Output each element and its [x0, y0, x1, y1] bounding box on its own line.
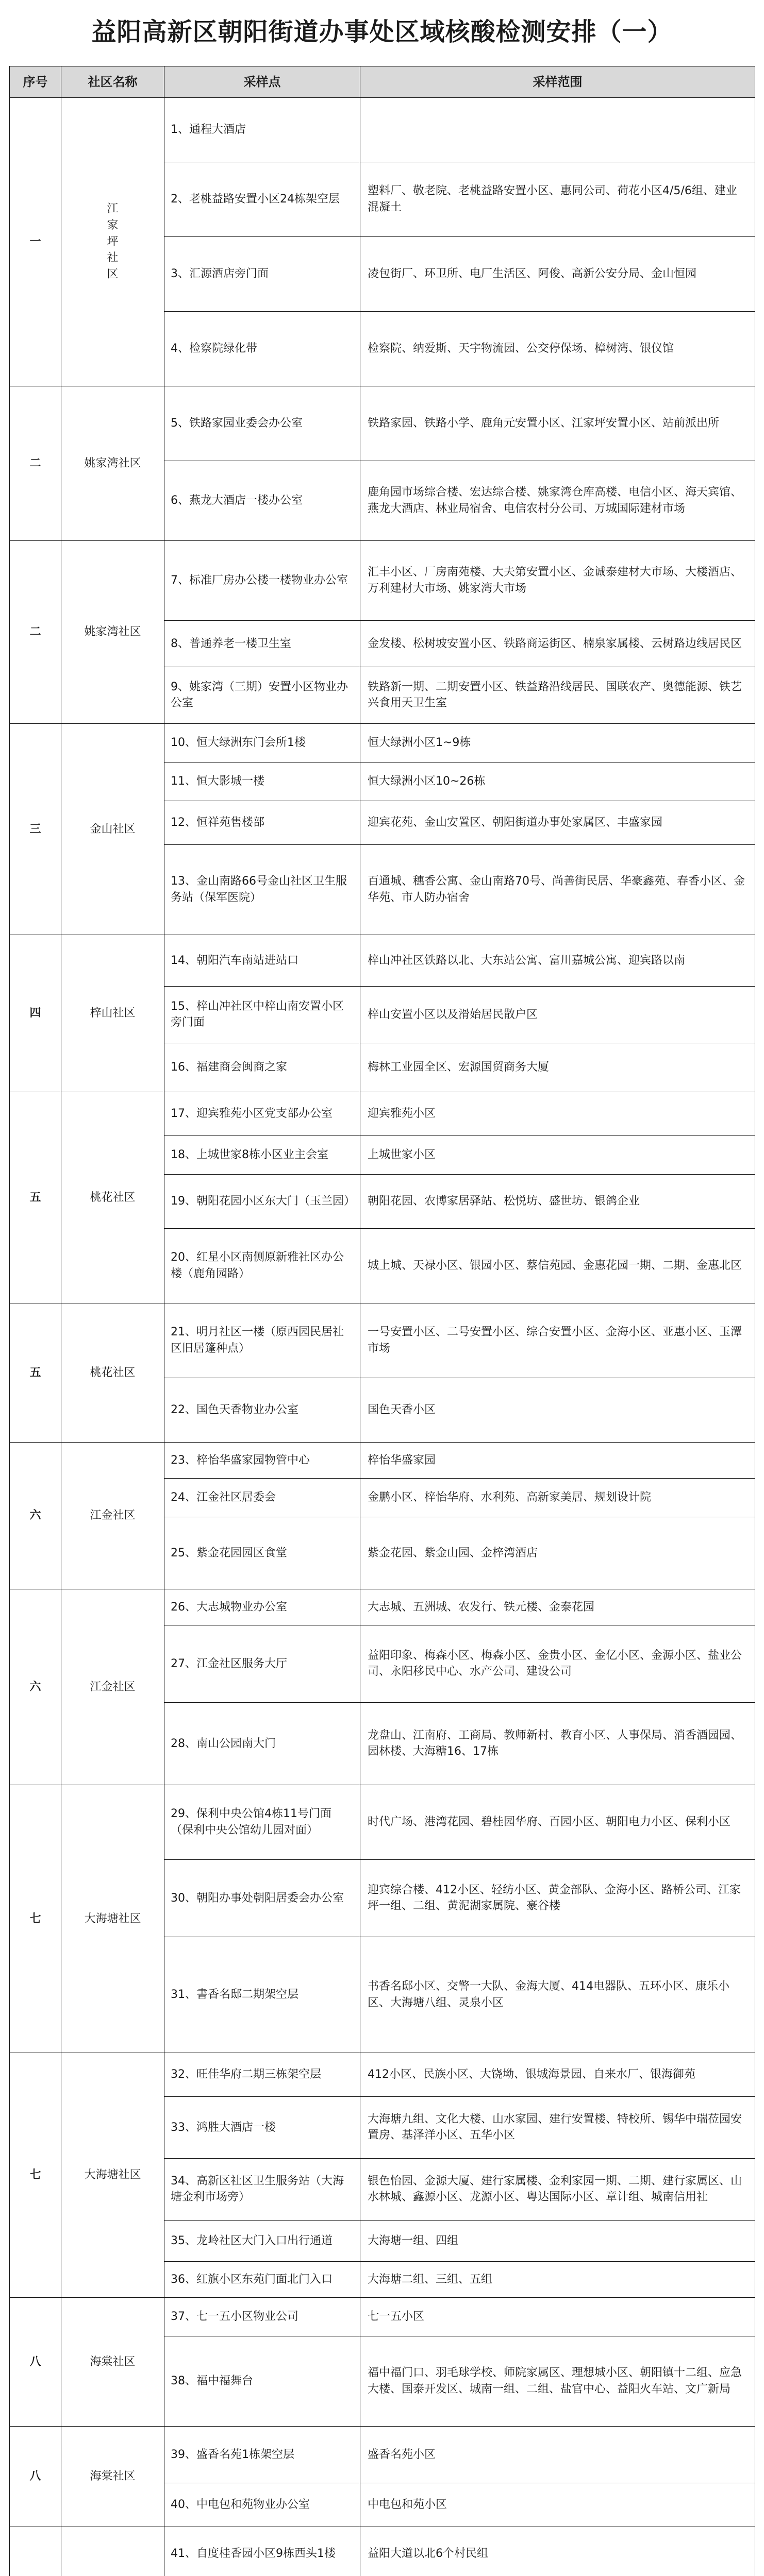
- sampling-scope: 梅林工业园全区、宏源国贸商务大厦: [360, 1043, 755, 1092]
- sampling-scope: 紫金花园、紫金山园、金梓湾酒店: [360, 1517, 755, 1589]
- table-row: [10, 386, 755, 461]
- table-row: [10, 723, 755, 762]
- header-community: 社区名称: [61, 66, 164, 97]
- sampling-site: 4、检察院绿化带: [164, 311, 360, 386]
- community-name: 江金社区: [61, 1442, 164, 1589]
- sampling-site: 32、旺佳华府二期三栋架空层: [164, 2053, 360, 2096]
- table-row: [10, 2426, 755, 2483]
- sampling-scope: 恒大绿洲小区10~26栋: [360, 762, 755, 801]
- sampling-site: 37、七一五小区物业公司: [164, 2297, 360, 2336]
- community-name: 桃花社区: [61, 1303, 164, 1442]
- community-name-text: 江家坪社区: [107, 202, 119, 281]
- sampling-site: 7、标准厂房办公楼一楼物业办公室: [164, 540, 360, 620]
- sampling-scope: 大海塘九组、文化大楼、山水家园、建行安置楼、特校所、锡华中瑞莅园安置房、基泽洋小区、五华小区: [360, 2096, 755, 2158]
- sampling-site: 33、鸿胜大酒店一楼: [164, 2096, 360, 2158]
- group-number: 七: [10, 2053, 61, 2297]
- table-row: [10, 1589, 755, 1625]
- community-name: 梓山社区: [61, 935, 164, 1092]
- sampling-scope: 迎宾雅苑小区: [360, 1092, 755, 1136]
- sampling-scope: 城上城、天禄小区、银园小区、蔡信苑园、金惠花园一期、二期、金惠北区: [360, 1228, 755, 1303]
- sampling-site: 25、紫金花园园区食堂: [164, 1517, 360, 1589]
- community-name: 海棠社区: [61, 2297, 164, 2426]
- sampling-site: 21、明月社区一楼（原西园民居社区旧居篷种点）: [164, 1303, 360, 1378]
- header-site: 采样点: [164, 66, 360, 97]
- table-row: [10, 935, 755, 986]
- sampling-scope: 大海塘二组、三组、五组: [360, 2261, 755, 2297]
- group-number: 六: [10, 1589, 61, 1785]
- table-row: [10, 97, 755, 162]
- sampling-site: 11、恒大影城一楼: [164, 762, 360, 801]
- community-name: [61, 2527, 164, 2576]
- table-row: [10, 1442, 755, 1478]
- sampling-scope: 梓山安置小区以及滑始居民散户区: [360, 986, 755, 1043]
- sampling-scope: [360, 97, 755, 162]
- table-row: [10, 1303, 755, 1378]
- group-number: 二: [10, 540, 61, 723]
- community-name: 姚家湾社区: [61, 540, 164, 723]
- sampling-site: 18、上城世家8栋小区业主会室: [164, 1136, 360, 1174]
- sampling-site: 17、迎宾雅苑小区党支部办公室: [164, 1092, 360, 1136]
- group-number: [10, 2527, 61, 2576]
- sampling-scope: 朝阳花园、农博家居驿站、松悦坊、盛世坊、银鸽企业: [360, 1174, 755, 1228]
- community-name: 大海塘社区: [61, 1785, 164, 2053]
- group-number: 三: [10, 723, 61, 935]
- sampling-site: 16、福建商会闽商之家: [164, 1043, 360, 1092]
- sampling-site: 41、自度桂香园小区9栋西头1楼: [164, 2527, 360, 2576]
- sampling-site: 20、红星小区南侧原新雅社区办公楼（鹿角园路）: [164, 1228, 360, 1303]
- sampling-site: 28、南山公园南大门: [164, 1702, 360, 1785]
- sampling-scope: 大志城、五洲城、农发行、铁元楼、金泰花园: [360, 1589, 755, 1625]
- sampling-site: 40、中电包和苑物业办公室: [164, 2483, 360, 2527]
- sampling-site: 3、汇源酒店旁门面: [164, 236, 360, 311]
- sampling-site: 6、燕龙大酒店一楼办公室: [164, 461, 360, 540]
- group-number: 五: [10, 1092, 61, 1303]
- sampling-scope: 塑料厂、敬老院、老桃益路安置小区、惠同公司、荷花小区4/5/6组、建业混凝土: [360, 162, 755, 236]
- community-name: 姚家湾社区: [61, 386, 164, 540]
- sampling-site: 26、大志城物业办公室: [164, 1589, 360, 1625]
- community-name: 大海塘社区: [61, 2053, 164, 2297]
- group-number: 二: [10, 386, 61, 540]
- sampling-site: 30、朝阳办事处朝阳居委会办公室: [164, 1859, 360, 1937]
- group-number: 八: [10, 2297, 61, 2426]
- group-number: 一: [10, 97, 61, 386]
- sampling-scope: 检察院、纳爱斯、天宇物流园、公交停保场、樟树湾、银仪馆: [360, 311, 755, 386]
- sampling-scope: 汇丰小区、厂房南苑楼、大夫第安置小区、金诚泰建材大市场、大楼酒店、万利建材大市场、姚家湾大市场: [360, 540, 755, 620]
- sampling-scope: 迎宾综合楼、412小区、轻纺小区、黄金部队、金海小区、路桥公司、江家坪一组、二组、黄泥湖家属院、豪谷楼: [360, 1859, 755, 1937]
- table-row: [10, 2053, 755, 2096]
- sampling-site: 19、朝阳花园小区东大门（玉兰园）: [164, 1174, 360, 1228]
- sampling-scope: 百通城、穗香公寓、金山南路70号、尚善街民居、华豪鑫苑、春香小区、金华苑、市人防办宿舍: [360, 844, 755, 935]
- group-number: 六: [10, 1442, 61, 1589]
- sampling-scope: 大海塘一组、四组: [360, 2220, 755, 2261]
- sampling-scope: 时代广场、港湾花园、碧桂园华府、百园小区、朝阳电力小区、保利小区: [360, 1785, 755, 1859]
- sampling-site: 29、保利中央公馆4栋11号门面（保利中央公馆幼儿园对面）: [164, 1785, 360, 1859]
- sampling-site: 24、江金社区居委会: [164, 1478, 360, 1517]
- sampling-site: 34、高新区社区卫生服务站（大海塘金利市场旁）: [164, 2158, 360, 2220]
- sampling-site: 14、朝阳汽车南站进站口: [164, 935, 360, 986]
- table-row: [10, 1785, 755, 1859]
- table-row: [10, 2527, 755, 2576]
- group-number: 四: [10, 935, 61, 1092]
- schedule-table: [9, 66, 755, 2576]
- header-no: 序号: [10, 66, 61, 97]
- sampling-site: 2、老桃益路安置小区24栋架空层: [164, 162, 360, 236]
- sampling-scope: 鹿角园市场综合楼、宏达综合楼、姚家湾仓库高楼、电信小区、海天宾馆、燕龙大酒店、林业局宿舍、电信农村分公司、万城国际建材市场: [360, 461, 755, 540]
- group-number: 五: [10, 1303, 61, 1442]
- sampling-site: 10、恒大绿洲东门会所1楼: [164, 723, 360, 762]
- community-name: 桃花社区: [61, 1092, 164, 1303]
- sampling-site: 5、铁路家园业委会办公室: [164, 386, 360, 461]
- sampling-scope: 银色怡园、金源大厦、建行家属楼、金利家园一期、二期、建行家属区、山水林城、鑫源小区、龙源小区、粤达国际小区、章计组、城南信用社: [360, 2158, 755, 2220]
- sampling-site: 36、红旗小区东苑门面北门入口: [164, 2261, 360, 2297]
- sampling-scope: 书香名邸小区、交警一大队、金海大厦、414电器队、五环小区、康乐小区、大海塘八组、灵泉小区: [360, 1937, 755, 2053]
- sampling-site: 13、金山南路66号金山社区卫生服务站（保军医院）: [164, 844, 360, 935]
- sampling-site: 27、江金社区服务大厅: [164, 1625, 360, 1702]
- table-row: [10, 540, 755, 620]
- header-scope: 采样范围: [360, 66, 755, 97]
- sampling-scope: 龙盘山、江南府、工商局、教师新村、教育小区、人事保局、消香酒园园、园林楼、大海糖16、17栋: [360, 1702, 755, 1785]
- sampling-site: 38、福中福舞台: [164, 2336, 360, 2426]
- sampling-scope: 福中福门口、羽毛球学校、师院家属区、理想城小区、朝阳镇十二组、应急大楼、国泰开发区、城南一组、二组、盐官中心、益阳火车站、文广新局: [360, 2336, 755, 2426]
- sampling-scope: 铁路家园、铁路小学、鹿角元安置小区、江家坪安置小区、站前派出所: [360, 386, 755, 461]
- page-title: 益阳高新区朝阳街道办事处区域核酸检测安排（一）: [91, 18, 673, 46]
- sampling-scope: 中电包和苑小区: [360, 2483, 755, 2527]
- sampling-scope: 一号安置小区、二号安置小区、综合安置小区、金海小区、亚惠小区、玉潭市场: [360, 1303, 755, 1378]
- sampling-site: 12、恒祥苑售楼部: [164, 801, 360, 844]
- table-row: [10, 2297, 755, 2336]
- sampling-scope: 凌包街厂、环卫所、电厂生活区、阿俊、高新公安分局、金山恒园: [360, 236, 755, 311]
- sampling-site: 1、通程大酒店: [164, 97, 360, 162]
- sampling-scope: 金鹏小区、梓怡华府、水利苑、高新家美居、规划设计院: [360, 1478, 755, 1517]
- group-number: 七: [10, 1785, 61, 2053]
- sampling-site: 39、盛香名苑1栋架空层: [164, 2426, 360, 2483]
- community-name: [61, 97, 164, 386]
- sampling-scope: 上城世家小区: [360, 1136, 755, 1174]
- sampling-scope: 益阳大道以北6个村民组: [360, 2527, 755, 2576]
- sampling-scope: 迎宾花苑、金山安置区、朝阳街道办事处家属区、丰盛家园: [360, 801, 755, 844]
- table-header-row: [10, 66, 755, 97]
- sampling-scope: 梓怡华盛家园: [360, 1442, 755, 1478]
- sampling-scope: 412小区、民族小区、大饶坳、银城海景园、自来水厂、银海御苑: [360, 2053, 755, 2096]
- sampling-site: 9、姚家湾（三期）安置小区物业办公室: [164, 667, 360, 723]
- table-body: [10, 97, 755, 2576]
- sampling-scope: 国色天香小区: [360, 1378, 755, 1442]
- sampling-site: 23、梓怡华盛家园物管中心: [164, 1442, 360, 1478]
- community-name: 海棠社区: [61, 2426, 164, 2527]
- sampling-site: 15、梓山冲社区中梓山南安置小区旁门面: [164, 986, 360, 1043]
- sampling-scope: 益阳印象、梅森小区、梅森小区、金贵小区、金亿小区、金源小区、盐业公司、永阳移民中心、水产公司、建设公司: [360, 1625, 755, 1702]
- sampling-scope: 恒大绿洲小区1~9栋: [360, 723, 755, 762]
- sampling-site: 35、龙岭社区大门入口出行通道: [164, 2220, 360, 2261]
- sampling-site: 31、書香名邸二期架空层: [164, 1937, 360, 2053]
- community-name: 江金社区: [61, 1589, 164, 1785]
- sampling-scope: 梓山冲社区铁路以北、大东站公寓、富川嘉城公寓、迎宾路以南: [360, 935, 755, 986]
- sampling-site: 8、普通养老一楼卫生室: [164, 620, 360, 667]
- table-row: [10, 1092, 755, 1136]
- sampling-site: 22、国色天香物业办公室: [164, 1378, 360, 1442]
- sampling-scope: 金发楼、松树坡安置小区、铁路商运街区、楠泉家属楼、云树路边线居民区: [360, 620, 755, 667]
- sampling-scope: 盛香名苑小区: [360, 2426, 755, 2483]
- community-name: 金山社区: [61, 723, 164, 935]
- group-number: 八: [10, 2426, 61, 2527]
- sampling-scope: 铁路新一期、二期安置小区、铁益路沿线居民、国联农产、奥德能源、铁艺兴食用天卫生室: [360, 667, 755, 723]
- sampling-scope: 七一五小区: [360, 2297, 755, 2336]
